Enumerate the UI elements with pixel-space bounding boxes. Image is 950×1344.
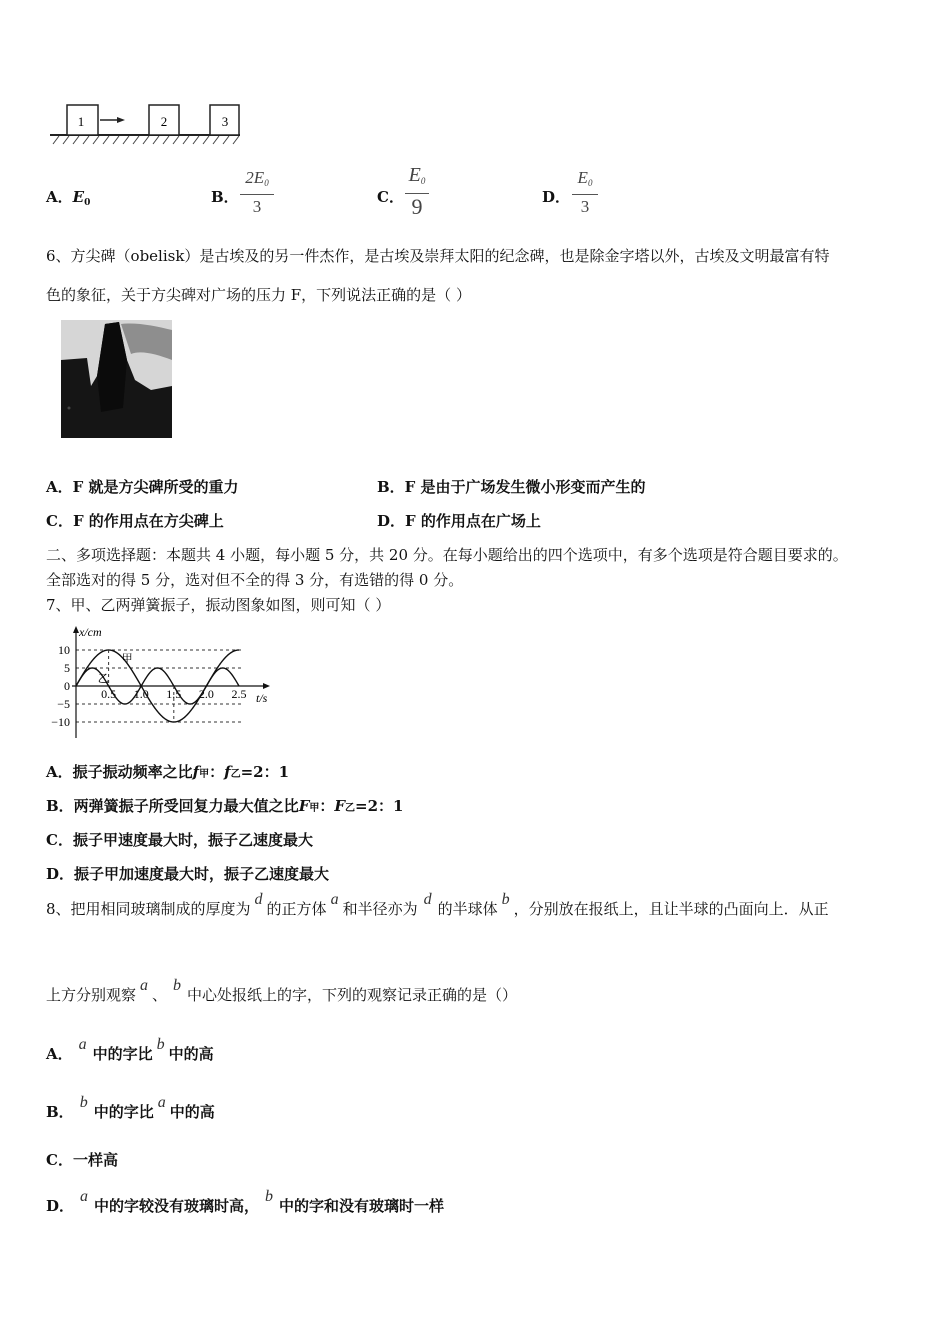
block-3-label: 3	[221, 114, 229, 129]
section2-header-line2: 全部选对的得 5 分，选对但不全的得 3 分，有选错的得 0 分。	[46, 571, 464, 589]
q6-option-c[interactable]: C．F 的作用点在方尖碑上	[46, 512, 224, 530]
q6-option-b[interactable]: B．F 是由于广场发生微小形变而产生的	[377, 478, 646, 496]
q7-stem: 7、甲、乙两弹簧振子，振动图象如图，则可知（ ）	[46, 596, 391, 614]
block-1-label: 1	[77, 114, 85, 129]
q5-option-b-fraction: 2E0 3	[240, 168, 274, 217]
y-tick-label: −5	[57, 697, 70, 711]
y-axis-label: x/cm	[79, 625, 102, 639]
y-tick-label: 5	[64, 661, 70, 675]
q7-option-a[interactable]: A．振子振动频率之比f甲：f乙=2：1	[46, 763, 290, 781]
series-yi-label: 乙	[97, 673, 109, 685]
oscillation-chart	[44, 622, 284, 742]
q6-stem-line2: 色的象征，关于方尖碑对广场的压力 F，下列说法正确的是（ ）	[46, 286, 471, 304]
blocks-figure	[45, 98, 245, 146]
q8-option-a[interactable]: A．a中的字比b中的高	[46, 1036, 214, 1063]
x-tick-label: 0.5	[101, 687, 117, 701]
q5-option-c-label[interactable]: C．	[377, 188, 404, 206]
x-tick-label: 2.5	[231, 687, 247, 701]
block-2-label: 2	[160, 114, 168, 129]
q6-option-a[interactable]: A．F 就是方尖碑所受的重力	[46, 478, 239, 496]
y-tick-label: −10	[51, 715, 70, 729]
q5-option-b-label[interactable]: B．	[211, 188, 239, 206]
q8-stem-line1: 8、把用相同玻璃制成的厚度为d的正方体a和半径亦为d的半球体b，分别放在报纸上，且让半球的凸面向上．从正	[46, 891, 829, 918]
q7-option-b[interactable]: B．两弹簧振子所受回复力最大值之比F甲：F乙=2：1	[46, 797, 404, 815]
q8-option-b[interactable]: B．b中的字比a中的高	[46, 1094, 215, 1121]
series-jia-label: 甲	[121, 653, 133, 665]
x-tick-label: 2.0	[198, 687, 214, 701]
x-axis-arrow	[263, 683, 270, 689]
y-tick-label: 10	[58, 643, 70, 657]
q8-option-c[interactable]: C．一样高	[46, 1151, 118, 1169]
x-axis-label: t/s	[256, 691, 268, 705]
q5-option-d-label[interactable]: D．	[542, 188, 571, 206]
x-tick-label: 1.0	[133, 687, 149, 701]
obelisk-photo	[61, 320, 172, 438]
x-tick-label: 1.5	[166, 687, 182, 701]
q8-stem-line2: 上方分别观察a、b中心处报纸上的字，下列的观察记录正确的是（）	[46, 977, 518, 1004]
q5-option-c-fraction: E0 9	[405, 164, 429, 218]
q5-option-d-fraction: E0 3	[572, 168, 598, 217]
q6-option-d[interactable]: D．F 的作用点在广场上	[377, 512, 541, 530]
q7-option-c[interactable]: C．振子甲速度最大时，振子乙速度最大	[46, 831, 313, 849]
section2-header-line1: 二、多项选择题：本题共 4 小题，每小题 5 分，共 20 分。在每小题给出的四个选项中，有多个选项是符合题目要求的。	[46, 546, 848, 564]
q6-stem-line1: 6、方尖碑（obelisk）是古埃及的另一件杰作，是古埃及崇拜太阳的纪念碑，也是除金字塔以外，古埃及文明最富有特	[46, 247, 830, 265]
velocity-arrow-head	[117, 117, 125, 123]
q5-option-a[interactable]: A．$E_0$	[46, 188, 91, 208]
y-tick-label: 0	[64, 679, 70, 693]
q8-option-d[interactable]: D．a中的字较没有玻璃时高，b中的字和没有玻璃时一样	[46, 1188, 445, 1215]
q7-option-d[interactable]: D．振子甲加速度最大时，振子乙速度最大	[46, 865, 330, 883]
